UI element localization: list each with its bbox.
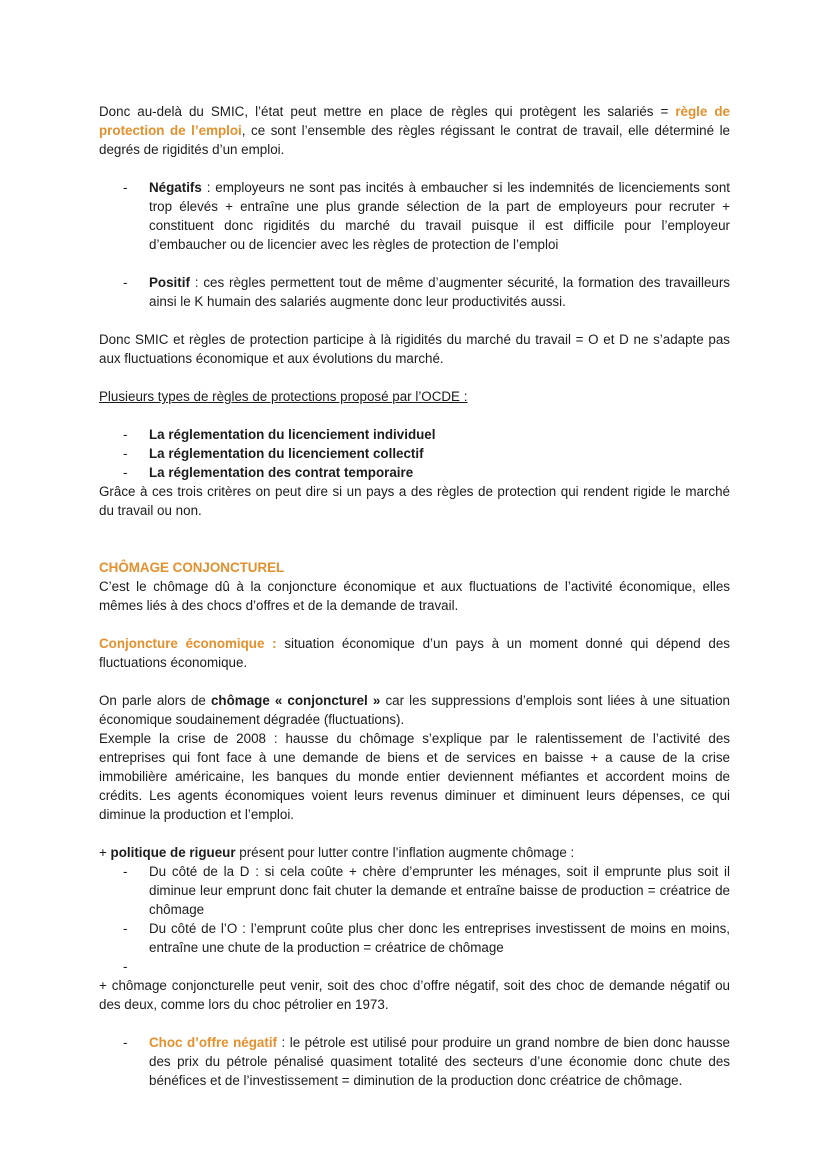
paragraph-conjoncture: Conjoncture économique : situation économique d’un pays à un moment donné qui dépend des fluctuations économique. [99, 636, 730, 670]
list-effects [99, 178, 730, 311]
list-item: - Positif : ces règles permettent tout de même d’augmenter sécurité, la formation des travailleurs ainsi le K humain des salariés augmente donc leur productivités aussi. [123, 275, 730, 309]
list-ocde-rules [99, 425, 730, 482]
paragraph-rigidities: Donc SMIC et règles de protection participe à là rigidités du marché du travail = O et D ne s’adapte pas aux fluctuations économique et aux évolutions du marché. [99, 332, 730, 366]
list-item: - Du côté de l’O : l’emprunt coûte plus cher donc les entreprises investissent de moins en moins, entraîne une chute de la production = créatrice de chômage [123, 921, 730, 955]
paragraph-example-2008: Exemple la crise de 2008 : hausse du chômage s’explique par le ralentissement de l’activité des entreprises qui font face à une demande de biens et de services en baisse + a cause de la crise immobilière américaine, les banques du monde entier deviennent méfiantes et accordent moins de crédits. Les agents économiques voient leurs revenus diminuer et diminuent leurs dépenses, ce qui diminue la production et l’emploi. [99, 731, 730, 822]
paragraph-protection-rules: Donc au-delà du SMIC, l’état peut mettre en place de règles qui protègent les salariés = règle de protection de l’emploi, ce sont l’ensemble des règles régissant le contrat de travail, elle déterminé le degrés de rigidités d’un emploi. [99, 104, 730, 157]
list-item: - Du côté de la D : si cela coûte + chère d’emprunter les ménages, soit il emprunte plus soit il diminue leur emprunt donc fait chuter la demande et entraîne baisse de production = créatrice de chômage [123, 864, 730, 917]
paragraph-chocs: + chômage conjoncturelle peut venir, soit des choc d’offre négatif, soit des choc de demande négatif ou des deux, comme lors du choc pétrolier en 1973. [99, 978, 730, 1012]
list-chocs [99, 1033, 730, 1090]
list-item: - La réglementation du licenciement collectif [123, 446, 424, 461]
paragraph-ocde-title: Plusieurs types de règles de protections proposé par l’OCDE : [99, 389, 468, 404]
document-page [99, 102, 730, 1090]
section-heading: CHÔMAGE CONJONCTUREL [99, 560, 285, 575]
paragraph-criteria: Grâce à ces trois critères on peut dire si un pays a des règles de protection qui rendent rigide le marché du travail ou non. [99, 484, 730, 518]
list-rigueur-effects [99, 862, 730, 976]
list-item: - La réglementation des contrat temporaire [123, 465, 414, 480]
list-item: - Choc d’offre négatif : le pétrole est utilisé pour produire un grand nombre de bien donc hausse des prix du pétrole pénalisé quasiment totalité des secteurs d’une économie donc chute des bénéfices et de l’investissement = diminution de la production donc créatrice de chômage. [123, 1035, 730, 1088]
list-item: - La réglementation du licenciement individuel [123, 427, 436, 442]
paragraph-definition: C’est le chômage dû à la conjoncture économique et aux fluctuations de l’activité économique, elles mêmes liés à des chocs d’offres et de la demande de travail. [99, 579, 730, 613]
paragraph-chomage-conjoncturel: On parle alors de chômage « conjoncturel » car les suppressions d’emplois sont liées à une situation économique soudainement dégradée (fluctuations). [99, 693, 730, 727]
highlight-term: règle de protection de l’emploi [99, 104, 730, 138]
list-item: - [123, 959, 128, 974]
list-item: - Négatifs : employeurs ne sont pas incités à embaucher si les indemnités de licenciements sont trop élevés + entraîne une plus grande sélection de la part de employeurs pour recruter + constituent donc rigidités du marché du travail puisque il est difficile pour l’employeur d’embaucher ou de licencier avec les règles de protection de l’emploi [123, 180, 730, 252]
paragraph-politique-rigueur: + politique de rigueur présent pour lutter contre l’inflation augmente chômage : [99, 845, 575, 860]
